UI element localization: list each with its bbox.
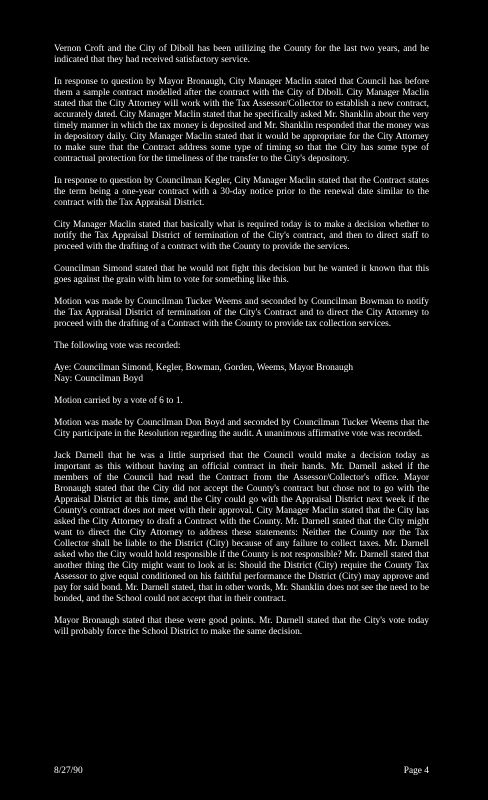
paragraph-2: In response to question by Mayor Bronaugh, City Manager Maclin stated that Council has before them a sample contract modelled after the contract with the City of Diboll. City Manager Maclin stated that the City Attorney will work with the Tax Assessor/Collector to establish a new contract, accurately dated. City Manager Maclin stated that he specifically asked Mr. Shanklin about the very timely manner in which the tax money is deposited and Mr. Shanklin responded that the money was in depository daily. City Manager Maclin stated that it would be appropriate for the City Attorney to make sure that the Contract address some type of timing so that the City has some type of contractual protection for the timeliness of the transfer to the City's depository. (54, 77, 429, 164)
vote-record (54, 363, 429, 385)
vote-nay: Nay: Councilman Boyd (54, 374, 144, 384)
footer-date: 8/27/90 (54, 766, 83, 776)
paragraph-6: Motion was made by Councilman Tucker Weems and seconded by Councilman Bowman to notify the Tax Appraisal District of termination of the City's Contract and to direct the City Attorney to proceed with the drafting of a Contract with the County to provide tax collection services. (54, 297, 429, 329)
paragraph-8: Jack Darnell that he was a little surprised that the Council would make a decision today as important as this without having an official contract in their hands. Mr. Darnell asked if the members of the Council had read the Contract from the Assessor/Collector's office. Mayor Bronaugh stated that the City did not accept the County's contract but chose not to go with the Appraisal District at this time, and the City could go with the Appraisal District next week if the County's contract does not meet with their approval. City Manager Maclin stated that the City has asked the City Attorney to draft a Contract with the County. Mr. Darnell stated that the City might want to direct the City Attorney to address these statements: Neither the County nor the Tax Collector shall be liable to the District (City) because of any failure to collect taxes. Mr. Darnell asked who the City would hold responsible if the County is not responsible? Mr. Darnell stated that another thing the City might want to look at is: Should the District (City) require the County Tax Assessor to give equal conditioned on his faithful performance the District (City) may approve and pay for said bond. Mr. Darnell stated, that in other words, Mr. Shanklin does not see the need to be bonded, and the School could not accept that in their contract. (54, 451, 429, 604)
paragraph-4: City Manager Maclin stated that basically what is required today is to make a decision whether to notify the Tax Appraisal District of termination of the City's contract, and then to direct staff to proceed with the drafting of a contract with the County to provide the services. (54, 220, 429, 252)
paragraph-9: Mayor Bronaugh stated that these were good points. Mr. Darnell stated that the City's vote today will probably force the School District to make the same decision. (54, 616, 429, 637)
vote-aye: Aye: Councilman Simond, Kegler, Bowman, Gorden, Weems, Mayor Bronaugh (54, 363, 354, 373)
vote-intro: The following vote was recorded: (54, 341, 181, 351)
document-page (54, 44, 429, 649)
paragraph-3: In response to question by Councilman Kegler, City Manager Maclin stated that the Contract states the term being a one-year contract with a 30-day notice prior to the renewal date similar to the contract with the Tax Appraisal District. (54, 176, 429, 208)
paragraph-5: Councilman Simond stated that he would not fight this decision but he wanted it known that this goes against the grain with him to vote for something like this. (54, 264, 429, 285)
footer-page-number: Page 4 (403, 766, 429, 776)
paragraph-7: Motion was made by Councilman Don Boyd and seconded by Councilman Tucker Weems that the City participate in the Resolution regarding the audit. A unanimous affirmative vote was recorded. (54, 418, 429, 439)
vote-result: Motion carried by a vote of 6 to 1. (54, 396, 183, 406)
page-footer (54, 766, 429, 777)
paragraph-1: Vernon Croft and the City of Diboll has been utilizing the County for the last two years, and he indicated that they had received satisfactory service. (54, 44, 429, 65)
